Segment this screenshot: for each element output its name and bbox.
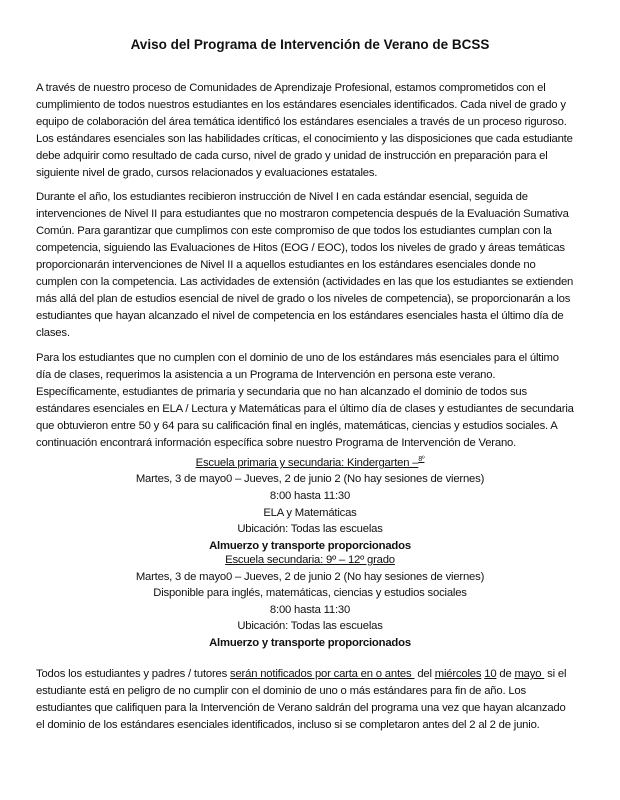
- closing-segment: Todos los estudiantes y padres / tutores: [36, 668, 231, 680]
- instruction-paragraph: [36, 189, 611, 342]
- program-heading: [0, 452, 620, 471]
- paragraph-line: estudiantes que hayan alcanzado el nivel de competencia en los estándares esenciales hasta el último día de: [36, 310, 564, 322]
- program-footer: Almuerzo y transporte proporcionados: [209, 539, 411, 552]
- paragraph-line: Común. Para garantizar que cumplimos con este compromiso de que todos los estudiantes cumplan con la: [36, 225, 552, 237]
- program-detail-line: Martes, 3 de mayo0 – Jueves, 2 de junio 2 (No hay sesiones de viernes): [135, 570, 485, 583]
- program-heading-sup: 8º: [418, 456, 425, 463]
- closing-paragraph: [36, 666, 611, 734]
- program-detail-line: ELA y Matemáticas: [263, 506, 357, 519]
- closing-line: estudiante está en peligro de no cumplir con el dominio de uno o más estándares para fin de año. Los: [36, 685, 526, 697]
- program-elementary-middle: [0, 452, 620, 554]
- program-heading-text: Escuela primaria y secundaria: Kindergarten –: [195, 456, 419, 469]
- closing-segment: si el: [544, 668, 567, 680]
- paragraph-line: equipo de colaboración del área temática identificó los estándares esenciales a través de un proceso riguroso.: [36, 116, 567, 128]
- closing-segment: 10: [484, 668, 497, 680]
- program-footer: Almuerzo y transporte proporcionados: [209, 636, 411, 649]
- closing-segment: de: [496, 668, 515, 680]
- paragraph-line: competencia, siguiendo las Evaluaciones de Hitos (EOG / EOC), todos los niveles de grado y áreas temáticas: [36, 242, 565, 254]
- program-detail-line: Ubicación: Todas las escuelas: [237, 523, 383, 536]
- paragraph-line: Para los estudiantes que no cumplen con el dominio de uno de los estándares más esenciales para el último: [36, 352, 559, 364]
- program-detail-line: Martes, 3 de mayo0 – Jueves, 2 de junio 2 (No hay sesiones de viernes): [135, 473, 485, 486]
- paragraph-line: proporcionarán intervenciones de Nivel II a aquellos estudiantes en los estándares esenciales donde no: [36, 259, 536, 271]
- paragraph-line: Durante el año, los estudiantes recibieron instrucción de Nivel I en cada estándar esencial, seguida de: [36, 191, 528, 203]
- paragraph-line: cumplimiento de todos nuestros estudiantes en los estándares esenciales identificados. Cada nivel de grado y: [36, 99, 566, 111]
- paragraph-line: intervenciones de Nivel II para estudiantes que no mostraron competencia después de la Evaluación Sumativa: [36, 208, 569, 220]
- paragraph-line: A través de nuestro proceso de Comunidades de Aprendizaje Profesional, estamos comprometidos con el: [36, 82, 546, 94]
- paragraph-line: más allá del plan de estudios esencial de nivel de grado o los niveles de competencia), se proporcionarán a los: [36, 293, 571, 305]
- intro-paragraph: [36, 80, 611, 182]
- paragraph-line: Los estándares esenciales son las habilidades críticas, el conocimiento y las disposiciones que cada estudiante: [36, 133, 573, 145]
- program-high-school: [0, 552, 620, 652]
- program-detail-line: 8:00 hasta 11:30: [269, 603, 351, 616]
- closing-line: estudiantes que califiquen para la Intervención de Verano saldrán del programa una vez que hayan alcanzado: [36, 702, 566, 714]
- closing-segment: miércoles: [434, 668, 482, 680]
- closing-segment: serán notificados por carta en o antes: [230, 668, 415, 680]
- paragraph-line: cumplen con la competencia. Las actividades de extensión (actividades en las que los estudiantes se extienden: [36, 276, 574, 288]
- page-title: Aviso del Programa de Intervención de Verano de BCSS: [130, 37, 490, 52]
- closing-segment: del: [414, 668, 435, 680]
- paragraph-line: clases.: [36, 327, 70, 339]
- paragraph-line: continuación encontrará información específica sobre nuestro Programa de Intervención de Verano.: [36, 437, 517, 449]
- program-detail-line: 8:00 hasta 11:30: [269, 489, 351, 502]
- closing-line: [36, 666, 611, 683]
- paragraph-line: Específicamente, estudiantes de primaria y secundaria que no han alcanzado el dominio de todos sus: [36, 386, 527, 398]
- program-detail-line: Disponible para inglés, matemáticas, ciencias y estudios sociales: [153, 587, 467, 600]
- paragraph-line: debe adquirir como resultado de cada curso, nivel de grado y unidad de instrucción en preparación para el: [36, 150, 548, 162]
- closing-line: el dominio de los estándares esenciales identificados, incluso si se completaron antes del 2 al 2 de junio.: [36, 719, 540, 731]
- paragraph-line: que obtuvieron entre 50 y 64 para su calificación final en inglés, matemáticas, ciencias y estudios sociales. A: [36, 420, 558, 432]
- paragraph-line: siguiente nivel de grado, cursos relacionados y evaluaciones estatales.: [36, 167, 378, 179]
- paragraph-line: día de clases, requerimos la asistencia a un Programa de Intervención en persona este verano.: [36, 369, 496, 381]
- paragraph-line: estándares esenciales en ELA / Lectura y Matemáticas para el último día de clases y estudiantes de secundaria: [36, 403, 574, 415]
- requirement-paragraph: [36, 350, 611, 452]
- program-detail-line: Ubicación: Todas las escuelas: [237, 620, 383, 633]
- program-heading: [0, 552, 620, 569]
- closing-segment: mayo: [514, 668, 545, 680]
- program-heading-text: Escuela secundaria: 9º – 12º grado: [225, 554, 395, 566]
